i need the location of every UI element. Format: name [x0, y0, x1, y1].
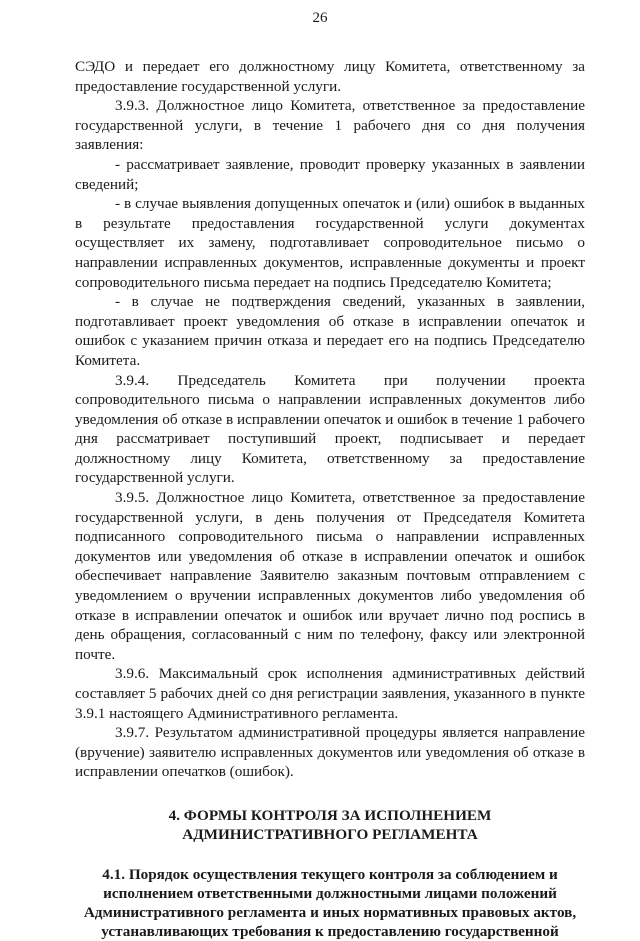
subsection-heading-line: исполнением ответственными должностными лицами положений [103, 884, 557, 902]
paragraph-3-9-7: 3.9.7. Результатом административной процедуры является направление (вручение) заявителю исправленных документов или уведомления об отказе в исправлении опечатков (ошибок). [75, 724, 585, 781]
document-body [75, 57, 585, 941]
section-heading-line: 4. ФОРМЫ КОНТРОЛЯ ЗА ИСПОЛНЕНИЕМ [168, 806, 492, 824]
page-number: 26 [312, 10, 328, 26]
subsection-heading [75, 865, 585, 941]
paragraph-3-9-6: 3.9.6. Максимальный срок исполнения административных действий составляет 5 рабочих дней со дня регистрации заявления, указанного в пункте 3.9.1 настоящего Административного регламента. [75, 665, 585, 722]
subsection-heading-line: 4.1. Порядок осуществления текущего контроля за соблюдением и [102, 865, 558, 883]
list-item-not-confirmed: - в случае не подтверждения сведений, указанных в заявлении, подготавливает проект уведомления об отказе в исправлении опечаток и ошибок с указанием причин отказа и передает его на подпись Председателю Комитета. [75, 293, 585, 369]
paragraph-3-9-4: 3.9.4. Председатель Комитета при получении проекта сопроводительного письма о направлении исправленных документов либо уведомления об отказе в исправлении опечаток и ошибок в течение 1 рабочего дня рассматривает поступивший проект, подписывает и передает должностному лицу Комитета, ответственному за предоставление государственной услуги. [75, 371, 585, 487]
section-heading [75, 806, 585, 844]
paragraph-continuation: СЭДО и передает его должностному лицу Комитета, ответственному за предоставление государственной услуги. [75, 58, 585, 95]
subsection-heading-line: Административного регламента и иных нормативных правовых актов, [83, 903, 577, 921]
subsection-heading-line: устанавливающих требования к предоставлению государственной [101, 922, 559, 940]
section-heading-line: АДМИНИСТРАТИВНОГО РЕГЛАМЕНТА [182, 825, 478, 843]
paragraph-3-9-3: 3.9.3. Должностное лицо Комитета, ответственное за предоставление государственной услуги, в течение 1 рабочего дня со дня получения заявления: [75, 97, 585, 154]
list-item-review: - рассматривает заявление, проводит проверку указанных в заявлении сведений; [75, 155, 585, 193]
list-item-errors-found: - в случае выявления допущенных опечаток и (или) ошибок в выданных в результате предоставления государственной услуги документах осуществляет их замену, подготавливает сопроводительное письмо о направлении исправленных документов, исправленные документы и проект сопроводительного письма передает на подпись Председателю Комитета; [75, 195, 585, 291]
paragraph-3-9-5: 3.9.5. Должностное лицо Комитета, ответственное за предоставление государственной услуги, в день получения от Председателя Комитета подписанного сопроводительного письма о направлении исправленных документов или уведомления об отказе в исправлении опечаток и ошибок обеспечивает направление Заявителю заказным почтовым отправлением с уведомлением о вручении исправленных документов либо уведомления об отказе в исправлении опечаток и ошибок или вручает лично под роспись в день обращения, согласованный с ним по телефону, факсу или электронной почте. [75, 489, 585, 663]
